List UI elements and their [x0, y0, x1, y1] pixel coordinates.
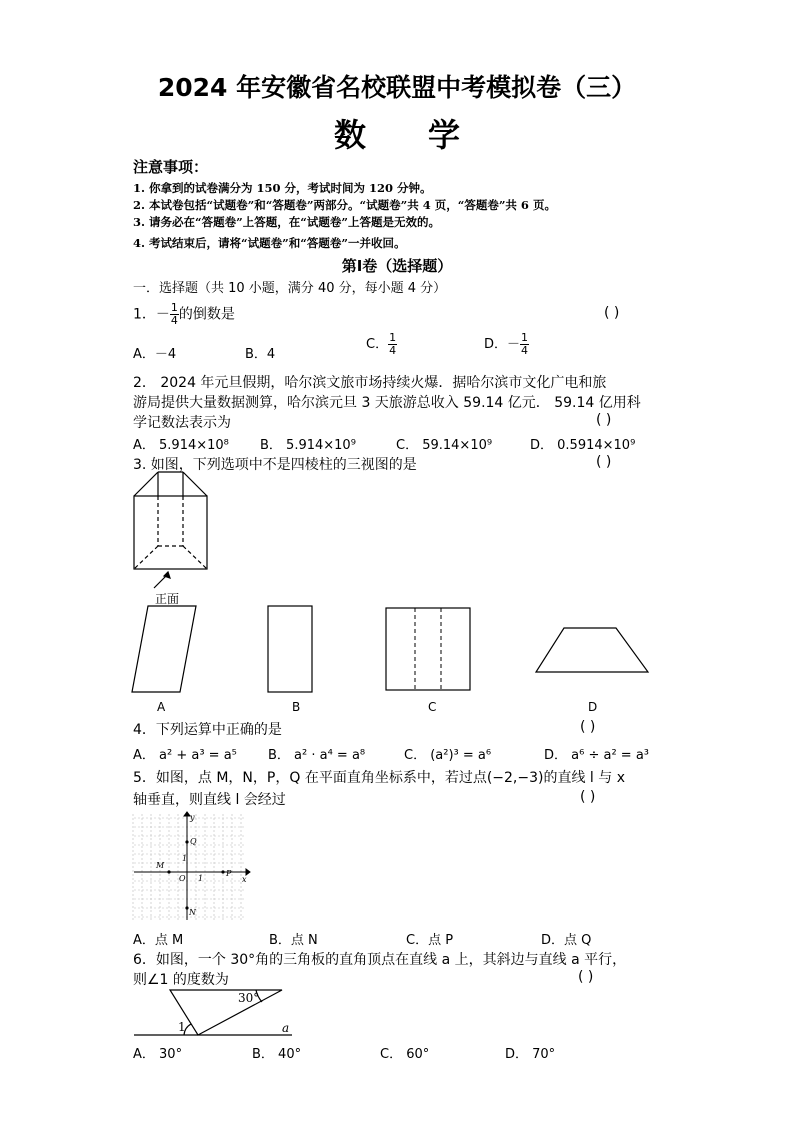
q1-option-c: C． $\frac{1}{4}$ [366, 331, 397, 357]
q2-line-3: 学记数法表示为 [133, 415, 231, 431]
thirty-degree-label: 30° [238, 991, 260, 1005]
q4-option-a: A． a² + a³ = a⁵ [133, 748, 237, 763]
q3-label-c: C [428, 700, 437, 714]
q6-option-b: B． 40° [252, 1047, 302, 1062]
line-a-label: a [282, 1021, 290, 1035]
q4-option-b: B． a² · a⁴ = a⁸ [268, 748, 366, 763]
notes-heading: 注意事项： [133, 158, 209, 176]
q6-answer-paren: ( ) [578, 969, 594, 985]
option-c-dashed-rectangle [384, 606, 474, 692]
x-unit-label: 1 [198, 874, 204, 883]
q5-option-d: D．点 Q [541, 933, 592, 948]
q1-option-b: B．4 [245, 347, 276, 362]
q5-line-2: 轴垂直，则直线 l 会经过 [133, 792, 286, 808]
q1-option-a: A．－4 [133, 347, 177, 362]
subject-title: 数学 [333, 116, 522, 154]
option-b-rectangle [266, 604, 316, 694]
option-a-parallelogram [130, 604, 200, 694]
q2-line-2: 游局提供大量数据测算，哈尔滨元旦 3 天旅游总收入 59.14 亿元． 59.14 亿用科 [133, 395, 641, 411]
q4-option-c: C． (a²)³ = a⁶ [404, 748, 492, 763]
q2-answer-paren: ( ) [596, 412, 612, 428]
q5-option-b: B．点 N [269, 933, 318, 948]
origin-label: O [179, 874, 186, 883]
q4-stem: 4．下列运算中正确的是 [133, 722, 282, 738]
q1-option-d: D．－ $\frac{1}{4}$ [484, 331, 529, 357]
front-view-label: 正面 [155, 592, 180, 606]
q1-answer-paren: ( ) [604, 305, 620, 321]
q3-label-a: A [157, 700, 166, 714]
note-item-1: 1. 你拿到的试卷满分为 150 分，考试时间为 120 分钟。 [133, 181, 432, 195]
q6-option-c: C． 60° [380, 1047, 430, 1062]
q3-stem: 3. 如图，下列选项中不是四棱柱的三视图的是 [133, 457, 417, 473]
q4-option-d: D． a⁶ ÷ a² = a³ [544, 748, 649, 763]
q3-answer-paren: ( ) [596, 454, 612, 470]
x-axis-label: x [242, 875, 247, 884]
prism-figure [130, 468, 214, 588]
q6-line-1: 6．如图，一个 30°角的三角板的直角顶点在直线 a 上，其斜边与直线 a 平行， [133, 952, 627, 968]
q3-label-d: D [588, 700, 598, 714]
q5-option-a: A．点 M [133, 933, 184, 948]
point-m-label: M [156, 861, 165, 870]
y-unit-label: 1 [182, 854, 188, 863]
point-n-label: N [189, 908, 196, 917]
point-p-label: P [226, 869, 232, 878]
option-d-trapezoid [534, 626, 650, 674]
note-item-4: 4. 考试结束后，请将“试题卷”和“答题卷”一并收回。 [133, 236, 406, 250]
y-axis-label: y [190, 813, 195, 822]
note-item-2: 2. 本试卷包括“试题卷”和“答题卷”两部分。“试题卷”共 4 页，“答题卷”共 6 页。 [133, 198, 556, 212]
q2-option-d: D． 0.5914×10⁹ [530, 438, 636, 453]
q3-label-b: B [292, 700, 301, 714]
q5-line-1: 5．如图，点 M，N，P，Q 在平面直角坐标系中，若过点(−2,−3)的直线 l 与 x [133, 770, 625, 786]
q4-answer-paren: ( ) [580, 719, 596, 735]
q2-line-1: 2． 2024 年元旦假期，哈尔滨文旅市场持续火爆．据哈尔滨市文化广电和旅 [133, 375, 607, 391]
q2-option-a: A． 5.914×10⁸ [133, 438, 229, 453]
angle-one-label: 1 [178, 1020, 186, 1034]
section-title: 一．选择题（共 10 小题，满分 40 分，每小题 4 分） [133, 281, 447, 296]
q1-stem [133, 302, 235, 327]
q5-answer-paren: ( ) [580, 789, 596, 805]
q1-prefix: 1．－ [133, 306, 170, 323]
q6-option-d: D． 70° [505, 1047, 556, 1062]
q5-option-c: C．点 P [406, 933, 454, 948]
coordinate-grid-figure [132, 812, 250, 922]
q2-option-c: C． 59.14×10⁹ [396, 438, 493, 453]
q6-line-2: 则∠1 的度数为 [133, 972, 229, 988]
q1-fraction: $\frac{1}{4}$ [170, 301, 178, 327]
q2-option-b: B． 5.914×10⁹ [260, 438, 356, 453]
point-q-label: Q [190, 837, 197, 846]
note-item-3: 3. 请务必在“答题卷”上答题，在“试题卷”上答题是无效的。 [133, 215, 440, 229]
q6-option-a: A． 30° [133, 1047, 183, 1062]
triangle-ruler-figure [132, 986, 302, 1042]
part-title: 第Ⅰ卷（选择题） [341, 257, 453, 275]
exam-title: 2024 年安徽省名校联盟中考模拟卷（三） [157, 73, 637, 102]
q1-suffix: 的倒数是 [178, 306, 235, 323]
